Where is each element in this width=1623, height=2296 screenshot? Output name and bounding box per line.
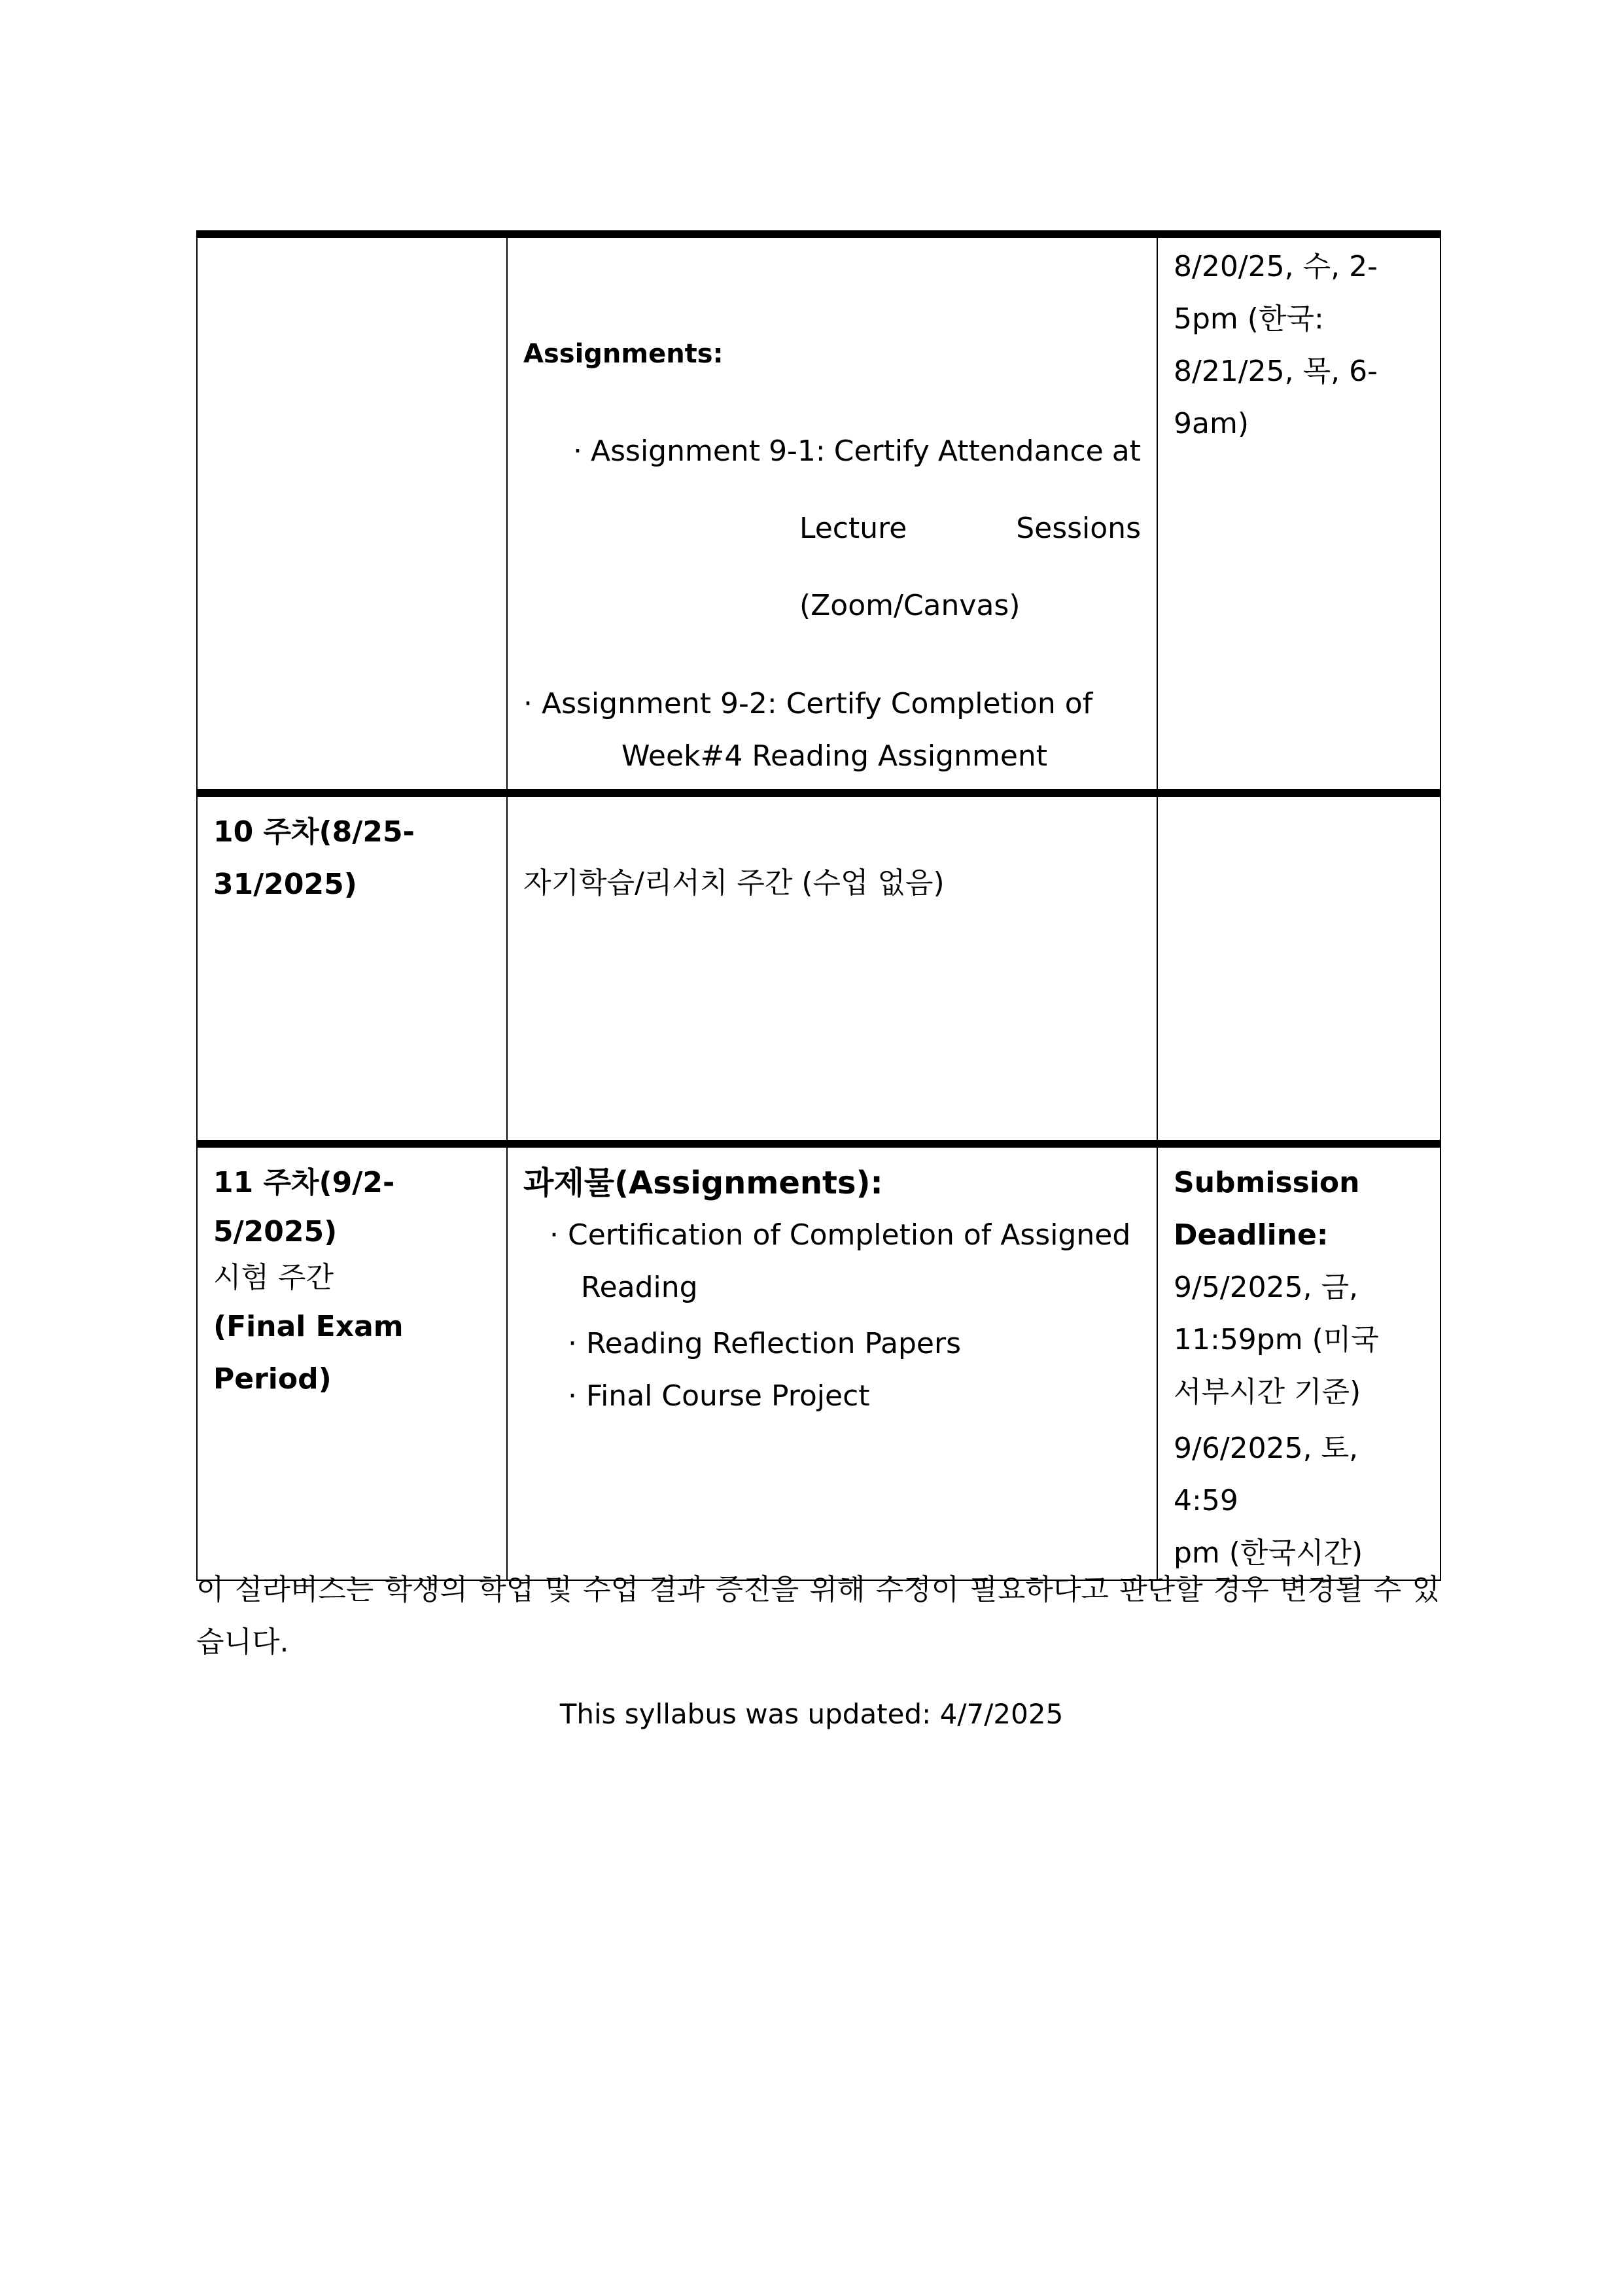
deadline-line: pm (한국시간) [1174, 1536, 1363, 1570]
date-line: 9am) [1174, 407, 1249, 440]
deadline-line: 9/6/2025, 토, 4:59 [1174, 1432, 1359, 1517]
table-row [197, 793, 1440, 1144]
list-item: Reading [581, 1271, 698, 1304]
word: Certify [833, 434, 930, 468]
word: Assignment [591, 434, 761, 468]
assignment-9-2-line2: Week#4 Reading Assignment [621, 739, 1048, 773]
word: 9-1: [769, 434, 826, 468]
final-exam-label: Period) [213, 1362, 332, 1396]
deadline-label: Deadline: [1174, 1218, 1329, 1252]
deadline-label: Submission [1174, 1166, 1360, 1199]
schedule-table [196, 230, 1441, 1581]
syllabus-change-note: 이 실라버스는 학생의 학업 및 수업 결과 증진을 위해 수정이 필요하다고 판단할 경우 변경될 수 있습니다. [196, 1573, 1440, 1659]
date-line: 8/21/25, 목, 6- [1174, 355, 1378, 388]
assignments-label: 과제물(Assignments): [523, 1165, 883, 1201]
deadline-line: 서부시간 기준) [1174, 1375, 1361, 1409]
week-label: 5/2025) [213, 1215, 338, 1248]
week-cell [197, 234, 507, 793]
table-row [197, 1144, 1440, 1580]
updated-date: This syllabus was updated: 4/7/2025 [559, 1698, 1064, 1730]
exam-week-label: 시험 주간 [213, 1261, 334, 1294]
word: at [1111, 434, 1141, 468]
content-cell: 자기학습/리서치 주간 (수업 없음) [507, 793, 1157, 1144]
week-label: 11 주차(9/2- [213, 1166, 395, 1199]
list-item: · Certification of Completion of Assigned [550, 1218, 1131, 1252]
list-item: · Final Course Project [568, 1379, 870, 1413]
week-label: 10 주차(8/25- [213, 815, 415, 849]
week-cell [197, 793, 507, 1144]
week-label: 31/2025) [213, 868, 357, 901]
final-exam-label: (Final Exam [213, 1310, 404, 1343]
assignment-9-2: · Assignment 9-2: Certify Completion of [523, 687, 1093, 720]
table-row [197, 234, 1440, 793]
content-cell [507, 234, 1157, 793]
word: Sessions [1016, 512, 1141, 545]
week-cell [197, 1144, 507, 1580]
bullet: · [573, 434, 582, 468]
date-line: 8/20/25, 수, 2- [1174, 250, 1378, 283]
word: Attendance [937, 434, 1104, 468]
deadline-line: 9/5/2025, 금, [1174, 1271, 1359, 1304]
assignments-label: Assignments: [523, 339, 724, 369]
list-item: · Reading Reflection Papers [568, 1327, 962, 1360]
date-cell [1157, 234, 1440, 793]
date-cell [1157, 793, 1440, 1144]
assignment-9-1 [523, 425, 1141, 478]
word: Lecture [799, 512, 907, 545]
assignment-9-1-line3: (Zoom/Canvas) [799, 589, 1021, 622]
deadline-line: 11:59pm (미국 [1174, 1323, 1379, 1356]
assignment-9-1-line2 [523, 503, 1141, 555]
date-line: 5pm (한국: [1174, 302, 1324, 336]
date-cell [1157, 1144, 1440, 1580]
content-cell [507, 1144, 1157, 1580]
